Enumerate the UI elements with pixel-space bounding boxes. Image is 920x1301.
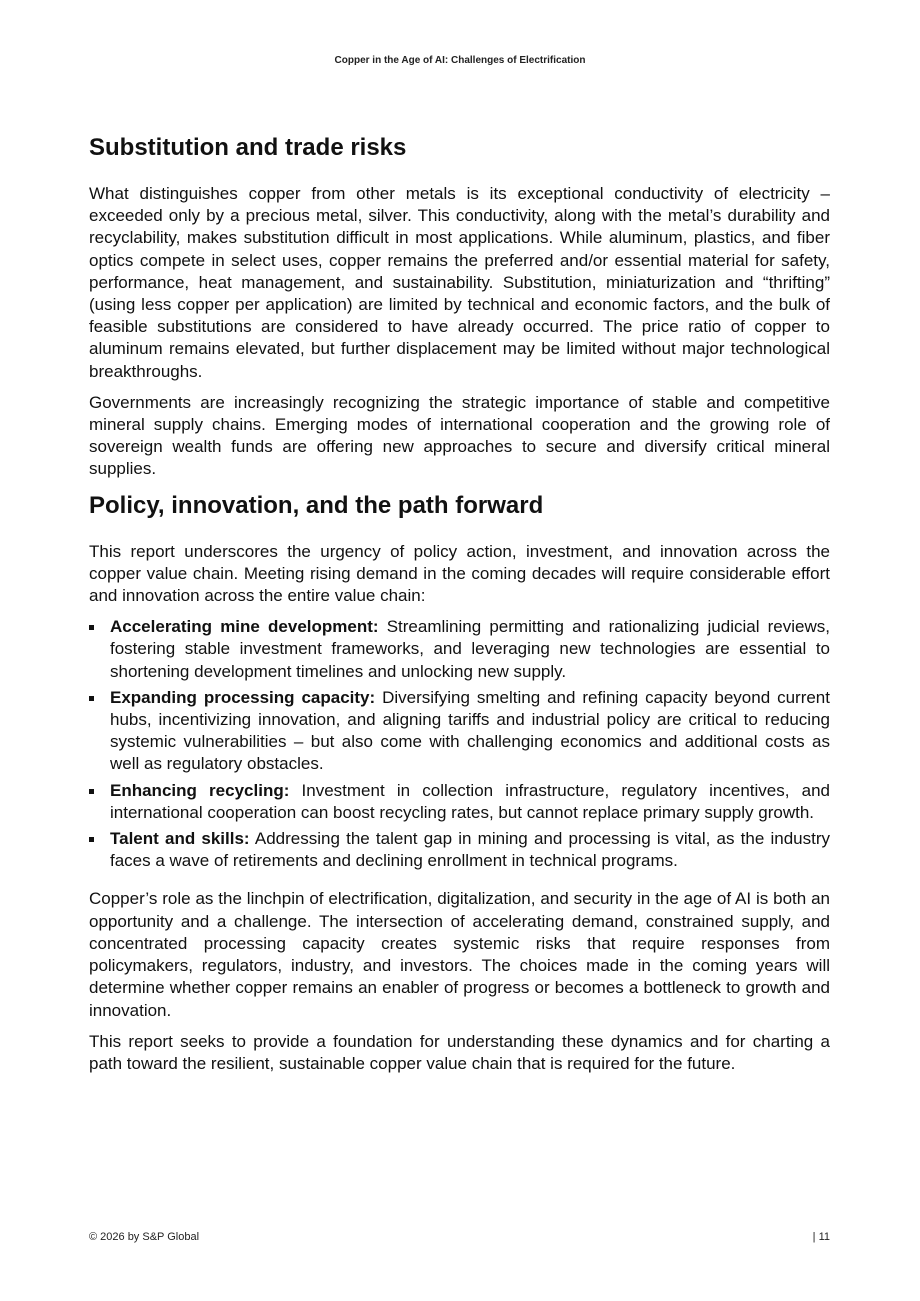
list-item [89, 687, 830, 776]
paragraph: This report underscores the urgency of policy action, investment, and innovation across the copper value chain. Meeting rising demand in the coming decades will require considerable effort and innovation across the entire value chain: [89, 541, 830, 606]
section-heading-substitution: Substitution and trade risks [89, 134, 407, 161]
footer-page-number: | 11 [812, 1231, 830, 1243]
square-bullet-icon [89, 696, 94, 701]
paragraph: Copper’s role as the linchpin of electrification, digitalization, and security in the age of AI is both an opportunity and a challenge. The intersection of accelerating demand, constrained supply, and concentrated processing capacity creates systemic risks that require responses from policymakers, regulators, industry, and investors. The choices made in the coming years will determine whether copper remains an enabler of progress or becomes a bottleneck to growth and innovation. [89, 889, 830, 1020]
paragraph: This report seeks to provide a foundation for understanding these dynamics and for charting a path toward the resilient, sustainable copper value chain that is required for the future. [89, 1031, 830, 1073]
list-item-text: Investment in collection infrastructure, regulatory incentives, and international cooperation can boost recycling rates, but cannot replace primary supply growth. [110, 780, 830, 822]
bullet-list [89, 616, 830, 872]
running-header: Copper in the Age of AI: Challenges of Electrification [334, 55, 586, 66]
list-item [89, 828, 830, 872]
paragraph: What distinguishes copper from other metals is its exceptional conductivity of electricity – exceeded only by a precious metal, silver. This conductivity, along with the metal’s durability and recyclability, makes substitution difficult in most applications. While aluminum, plastics, and fiber optics compete in select uses, copper remains the preferred and/or essential material for safety, performance, heat management, and sustainability. Substitution, miniaturization and “thrifting” (using less copper per application) are limited by technical and economic factors, and the bulk of feasible substitutions are considered to have already occurred. The price ratio of copper to aluminum remains elevated, but further displacement may be limited without major technological breakthroughs. [89, 184, 830, 381]
list-item-text: Streamlining permitting and rationalizing judicial reviews, fostering stable investment frameworks, and leveraging new technologies are essential to shortening development timelines and unlocking new supply. [110, 617, 830, 681]
page-content [89, 133, 830, 1084]
list-item-text: Addressing the talent gap in mining and processing is vital, as the industry faces a wave of retirements and declining enrollment in technical programs. [110, 829, 830, 871]
square-bullet-icon [89, 625, 94, 630]
section-heading-policy: Policy, innovation, and the path forward [89, 491, 544, 519]
square-bullet-icon [89, 789, 94, 794]
list-item-term: Enhancing recycling: [110, 780, 290, 800]
list-item [89, 780, 830, 824]
square-bullet-icon [89, 837, 94, 842]
list-item [89, 616, 830, 683]
list-item-term: Talent and skills: [110, 829, 250, 849]
paragraph: Governments are increasingly recognizing the strategic importance of stable and competitive mineral supply chains. Emerging modes of international cooperation and the growing role of sovereign wealth funds are offering new approaches to secure and diversify critical mineral supplies. [89, 392, 830, 479]
list-item-term: Accelerating mine development: [110, 617, 379, 637]
footer-copyright: © 2026 by S&P Global [89, 1231, 200, 1243]
list-item-term: Expanding processing capacity: [110, 687, 376, 707]
list-item-text: Diversifying smelting and refining capacity beyond current hubs, incentivizing innovation, and aligning tariffs and industrial policy are critical to reducing systemic vulnerabilities – but also come with challenging economics and additional costs as well as regulatory obstacles. [110, 687, 830, 774]
